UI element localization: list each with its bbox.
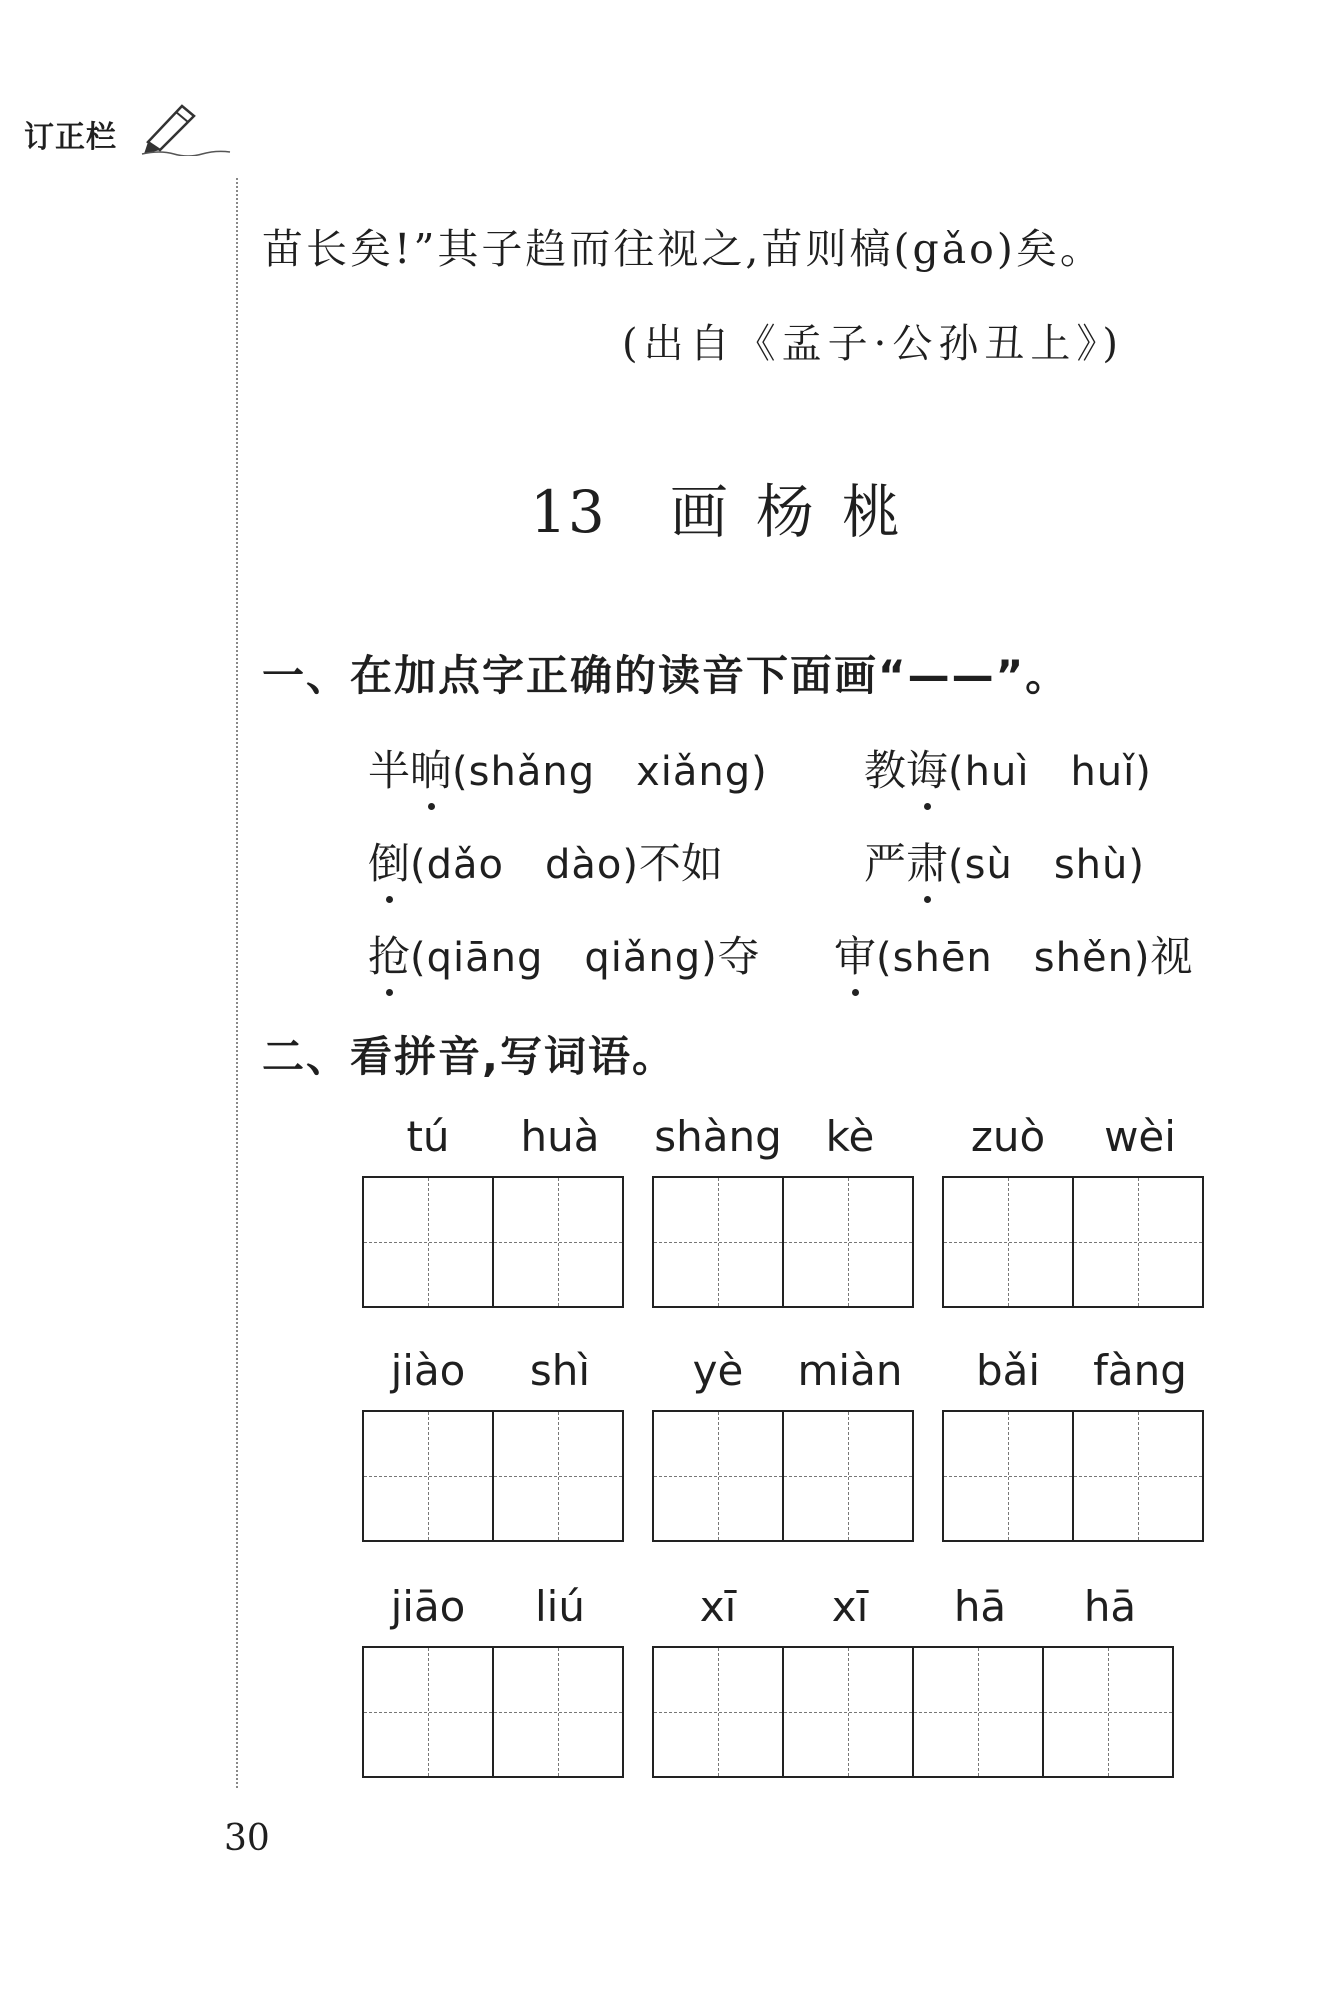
pinyin-label: jiào [390,1346,466,1395]
writing-box[interactable] [652,1646,784,1778]
writing-box[interactable] [942,1176,1074,1308]
pinyin-label: yè [692,1346,744,1395]
lesson-name: 画杨桃 [669,478,928,546]
page-number: 30 [224,1818,270,1859]
dotted-char: 倒 [368,831,410,891]
lesson-title [530,465,928,549]
dotted-char: 肃 [906,831,948,891]
writing-box[interactable] [652,1410,784,1542]
pinyin-label: kè [825,1112,875,1161]
pinyin-label: bǎi [975,1346,1041,1395]
writing-box[interactable] [492,1410,624,1542]
pinyin-choices: (qiāng qiǎng) [410,935,718,981]
pinyin-choices: (shēn shěn) [876,935,1151,981]
writing-box[interactable] [782,1646,914,1778]
pinyin-choices: (huì huǐ) [948,749,1152,795]
pinyin-label: liú [535,1582,585,1631]
writing-box[interactable] [652,1176,784,1308]
pinyin-label: tú [406,1112,450,1161]
writing-box[interactable] [782,1410,914,1542]
pinyin-label: hā [1083,1582,1137,1631]
writing-box[interactable] [1072,1176,1204,1308]
pencil-icon [140,96,232,160]
margin-title: 订正栏 [24,120,117,155]
margin-divider [236,178,238,1788]
writing-box[interactable] [492,1646,624,1778]
dotted-char: 抢 [368,924,410,984]
writing-box[interactable] [362,1410,494,1542]
dotted-char: 审 [834,924,876,984]
writing-box[interactable] [1072,1410,1204,1542]
section2-heading: 二、看拼音,写词语。 [262,1032,676,1081]
writing-box[interactable] [362,1646,494,1778]
pronunciation-item: 严肃(sù shù) [864,831,1145,891]
pronunciation-item: 抢(qiāng qiǎng)夺 [368,924,760,984]
dotted-char: 晌 [410,738,452,798]
pinyin-label: miàn [797,1346,903,1395]
pinyin-label: fàng [1093,1346,1187,1395]
writing-box[interactable] [362,1176,494,1308]
pinyin-label: shì [529,1346,591,1395]
pinyin-label: huà [520,1112,600,1161]
pronunciation-item: 倒(dǎo dào)不如 [368,831,723,891]
pinyin-label: shàng [654,1112,782,1161]
dotted-char: 诲 [906,738,948,798]
pinyin-choices: (shǎng xiǎng) [452,749,768,795]
writing-box[interactable] [492,1176,624,1308]
writing-box[interactable] [912,1646,1044,1778]
writing-box[interactable] [942,1410,1074,1542]
pronunciation-item: 教诲(huì huǐ) [864,738,1152,798]
lesson-number: 13 [530,478,606,546]
pronunciation-item: 半晌(shǎng xiǎng) [368,738,768,798]
section1-heading: 一、在加点字正确的读音下面画“——”。 [262,651,1070,700]
pinyin-label: zuò [970,1112,1046,1161]
pronunciation-item: 审(shēn shěn)视 [834,924,1193,984]
pinyin-label: jiāo [390,1582,466,1631]
pinyin-choices: (sù shù) [948,842,1145,888]
pinyin-label: xī [831,1582,869,1631]
pinyin-label: hā [953,1582,1007,1631]
writing-box[interactable] [782,1176,914,1308]
pinyin-label: wèi [1104,1112,1176,1161]
pinyin-label: xī [699,1582,737,1631]
passage-source: (出自《孟子·公孙丑上》) [622,321,1124,367]
passage-line: 苗长矣!”其子趋而往视之,苗则槁(gǎo)矣。 [262,225,1104,273]
writing-box[interactable] [1042,1646,1174,1778]
pinyin-choices: (dǎo dào) [410,842,639,888]
